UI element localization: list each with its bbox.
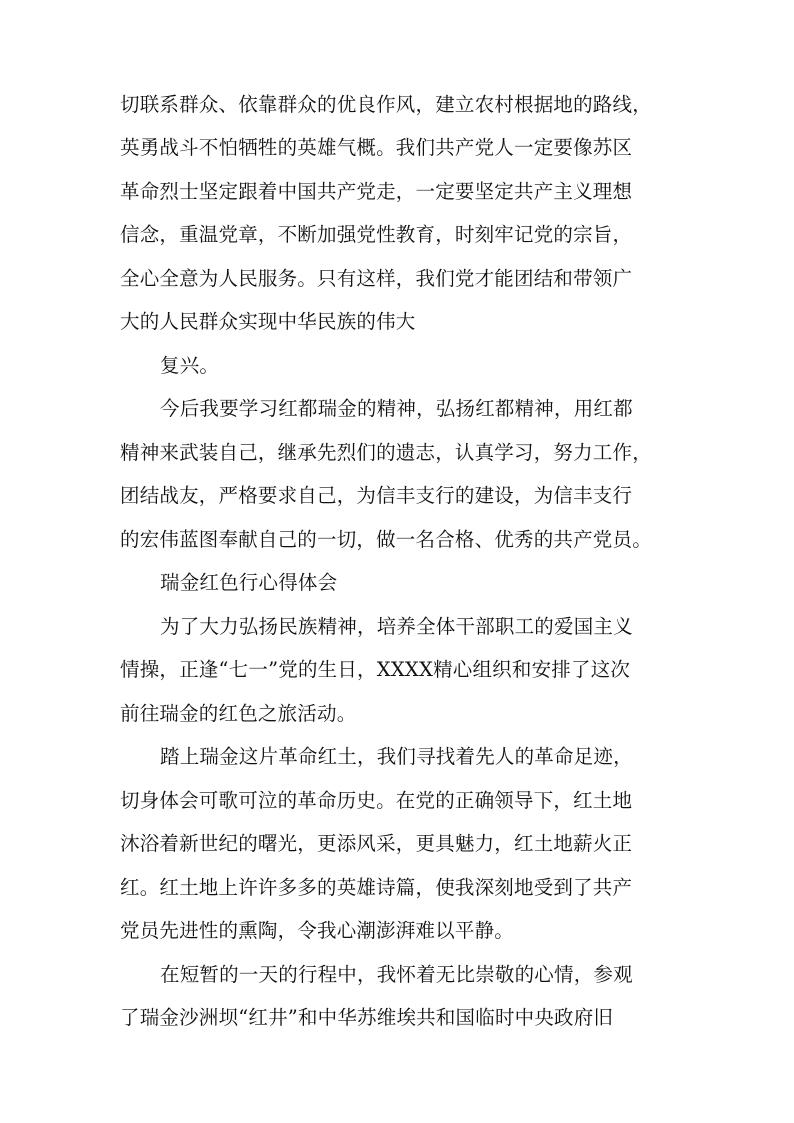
text-line: 切身体会可歌可泣的革命历史。在党的正确领导下，红土地 (120, 789, 633, 812)
text-line: 信念，重温党章，不断加强党性教育，时刻牢记党的宗旨， (120, 223, 633, 246)
section-title: 瑞金红色行心得体会 (160, 571, 338, 594)
text-line: 英勇战斗不怕牺牲的英雄气概。我们共产党人一定要像苏区 (120, 136, 633, 159)
paragraph-start: 今后我要学习红都瑞金的精神，弘扬红都精神，用红都 (160, 397, 633, 420)
text-line: 革命烈士坚定跟着中国共产党走，一定要坚定共产主义理想 (120, 180, 633, 203)
text-line: 精神来武装自己，继承先烈们的遗志，认真学习，努力工作， (120, 441, 652, 464)
text-line: 沐浴着新世纪的曙光，更添风采，更具魅力，红土地薪火正 (120, 832, 633, 855)
paragraph-start: 踏上瑞金这片革命红土，我们寻找着先人的革命足迹， (160, 745, 633, 768)
paragraph-start: 为了大力弘扬民族精神，培养全体干部职工的爱国主义 (160, 615, 633, 638)
text-line: 大的人民群众实现中华民族的伟大 (120, 310, 416, 333)
text-line: 前往瑞金的红色之旅活动。 (120, 702, 357, 725)
text-line: 红。红土地上许许多多的英雄诗篇，使我深刻地受到了共产 (120, 876, 633, 899)
text-line: 复兴。 (160, 354, 220, 377)
text-line: 切联系群众、依靠群众的优良作风，建立农村根据地的路线， (120, 93, 652, 116)
paragraph-start: 在短暂的一天的行程中，我怀着无比崇敬的心情，参观 (160, 963, 633, 986)
text-line: 全心全意为人民服务。只有这样，我们党才能团结和带领广 (120, 267, 633, 290)
text-line: 党员先进性的熏陶，令我心潮澎湃难以平静。 (120, 919, 515, 942)
text-line: 团结战友，严格要求自己，为信丰支行的建设，为信丰支行 (120, 484, 633, 507)
text-line: 情操，正逢“七一”党的生日，XXXX精心组织和安排了这次 (120, 658, 631, 681)
text-line: 的宏伟蓝图奉献自己的一切，做一名合格、优秀的共产党员。 (120, 528, 652, 551)
text-line: 了瑞金沙洲坝“红井”和中华苏维埃共和国临时中央政府旧 (120, 1006, 614, 1029)
